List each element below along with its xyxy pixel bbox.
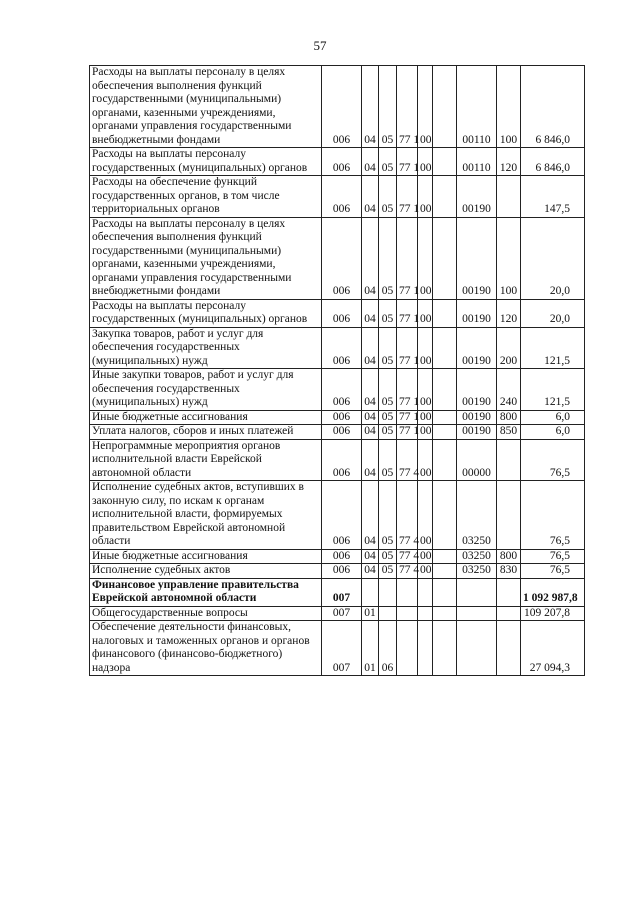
row-section-code: 04 <box>362 369 379 411</box>
row-event-code <box>433 578 457 606</box>
row-section-code: 04 <box>362 410 379 425</box>
row-subprogram-code: 00 <box>418 66 433 148</box>
row-direction-code: 00000 <box>457 439 497 481</box>
row-amount: 6,0 <box>521 410 585 425</box>
row-direction-code: 03250 <box>457 549 497 564</box>
row-name: Закупка товаров, работ и услуг для обеспечения государственных (муниципальных) нужд <box>90 327 322 369</box>
row-section-code: 04 <box>362 148 379 176</box>
row-direction-code: 00110 <box>457 148 497 176</box>
row-amount: 20,0 <box>521 299 585 327</box>
row-direction-code <box>457 606 497 621</box>
row-ministry-code: 007 <box>322 606 362 621</box>
row-subprogram-code: 00 <box>418 369 433 411</box>
row-event-code <box>433 410 457 425</box>
row-ministry-code: 006 <box>322 217 362 299</box>
row-subsection-code: 05 <box>379 148 397 176</box>
row-amount: 76,5 <box>521 439 585 481</box>
row-program-code: 77 1 <box>397 425 418 440</box>
row-event-code <box>433 148 457 176</box>
row-event-code <box>433 369 457 411</box>
row-section-code: 04 <box>362 176 379 218</box>
row-subsection-code <box>379 606 397 621</box>
row-name: Непрограммные мероприятия органов исполнительной власти Еврейской автономной области <box>90 439 322 481</box>
row-amount: 76,5 <box>521 549 585 564</box>
row-ministry-code: 006 <box>322 549 362 564</box>
row-subprogram-code: 00 <box>418 148 433 176</box>
row-section-code: 04 <box>362 66 379 148</box>
row-ministry-code: 006 <box>322 66 362 148</box>
row-event-code <box>433 299 457 327</box>
row-amount: 76,5 <box>521 481 585 550</box>
row-section-code: 04 <box>362 425 379 440</box>
row-program-code: 77 1 <box>397 299 418 327</box>
row-expense-type-code: 240 <box>497 369 521 411</box>
row-subsection-code: 05 <box>379 410 397 425</box>
row-ministry-code: 006 <box>322 439 362 481</box>
row-subprogram-code: 00 <box>418 176 433 218</box>
row-subsection-code: 05 <box>379 481 397 550</box>
row-section-code: 04 <box>362 217 379 299</box>
row-expense-type-code <box>497 481 521 550</box>
row-amount: 27 094,3 <box>521 621 585 676</box>
row-subsection-code: 05 <box>379 369 397 411</box>
row-program-code: 77 4 <box>397 439 418 481</box>
row-subprogram-code: 00 <box>418 425 433 440</box>
row-event-code <box>433 621 457 676</box>
row-name: Общегосударственные вопросы <box>90 606 322 621</box>
row-ministry-code: 007 <box>322 578 362 606</box>
row-event-code <box>433 217 457 299</box>
row-amount: 20,0 <box>521 217 585 299</box>
row-subprogram-code <box>418 621 433 676</box>
row-name: Расходы на выплаты персоналу государственных (муниципальных) органов <box>90 299 322 327</box>
row-event-code <box>433 606 457 621</box>
row-subsection-code: 05 <box>379 439 397 481</box>
page-number: 57 <box>313 38 327 53</box>
row-amount: 121,5 <box>521 369 585 411</box>
row-subprogram-code <box>418 578 433 606</box>
row-expense-type-code: 200 <box>497 327 521 369</box>
row-subprogram-code: 00 <box>418 327 433 369</box>
row-direction-code <box>457 578 497 606</box>
row-subprogram-code: 00 <box>418 439 433 481</box>
row-subsection-code: 05 <box>379 549 397 564</box>
row-section-code: 04 <box>362 549 379 564</box>
table-body <box>90 66 585 676</box>
row-direction-code: 00190 <box>457 299 497 327</box>
row-program-code: 77 1 <box>397 176 418 218</box>
row-name: Финансовое управление правительства Еврейской автономной области <box>90 578 322 606</box>
table-row <box>90 564 585 579</box>
row-section-code: 01 <box>362 621 379 676</box>
row-name: Иные закупки товаров, работ и услуг для обеспечения государственных (муниципальных) нужд <box>90 369 322 411</box>
row-ministry-code: 006 <box>322 369 362 411</box>
row-ministry-code: 006 <box>322 410 362 425</box>
row-section-code <box>362 578 379 606</box>
row-program-code: 77 1 <box>397 327 418 369</box>
row-event-code <box>433 66 457 148</box>
row-subprogram-code: 00 <box>418 217 433 299</box>
row-direction-code: 00190 <box>457 176 497 218</box>
row-section-code: 04 <box>362 564 379 579</box>
table-row <box>90 410 585 425</box>
row-expense-type-code <box>497 176 521 218</box>
row-subsection-code <box>379 578 397 606</box>
row-name: Уплата налогов, сборов и иных платежей <box>90 425 322 440</box>
row-amount: 109 207,8 <box>521 606 585 621</box>
row-program-code <box>397 606 418 621</box>
row-direction-code: 00190 <box>457 425 497 440</box>
row-program-code <box>397 621 418 676</box>
table-row <box>90 549 585 564</box>
row-amount: 1 092 987,8 <box>521 578 585 606</box>
table-row <box>90 369 585 411</box>
row-ministry-code: 006 <box>322 327 362 369</box>
row-section-code: 01 <box>362 606 379 621</box>
row-direction-code: 00190 <box>457 410 497 425</box>
row-ministry-code: 006 <box>322 299 362 327</box>
row-amount: 76,5 <box>521 564 585 579</box>
row-subsection-code: 06 <box>379 621 397 676</box>
table-row <box>90 66 585 148</box>
row-event-code <box>433 549 457 564</box>
table-row <box>90 621 585 676</box>
row-subprogram-code: 00 <box>418 549 433 564</box>
budget-table <box>89 65 585 676</box>
row-amount: 147,5 <box>521 176 585 218</box>
row-event-code <box>433 327 457 369</box>
row-program-code <box>397 578 418 606</box>
row-subsection-code: 05 <box>379 425 397 440</box>
row-name: Расходы на выплаты персоналу государственных (муниципальных) органов <box>90 148 322 176</box>
row-event-code <box>433 481 457 550</box>
row-amount: 6,0 <box>521 425 585 440</box>
row-direction-code: 03250 <box>457 564 497 579</box>
row-subprogram-code: 00 <box>418 481 433 550</box>
row-name: Расходы на выплаты персоналу в целях обеспечения выполнения функций государственными (муниципальными) органами, казенными учреждениями, органами управления государственными внебюджетными фондами <box>90 217 322 299</box>
table-row <box>90 217 585 299</box>
row-direction-code: 00190 <box>457 327 497 369</box>
row-subprogram-code: 00 <box>418 410 433 425</box>
table-row <box>90 425 585 440</box>
table-row <box>90 578 585 606</box>
row-event-code <box>433 425 457 440</box>
row-subprogram-code <box>418 606 433 621</box>
row-amount: 121,5 <box>521 327 585 369</box>
row-expense-type-code: 120 <box>497 148 521 176</box>
row-name: Обеспечение деятельности финансовых, налоговых и таможенных органов и органов финансового (финансово-бюджетного) надзора <box>90 621 322 676</box>
row-section-code: 04 <box>362 327 379 369</box>
row-expense-type-code <box>497 578 521 606</box>
row-subsection-code: 05 <box>379 176 397 218</box>
row-name: Исполнение судебных актов, вступивших в законную силу, по искам к органам исполнительной власти, формируемых правительством Еврейской автономной области <box>90 481 322 550</box>
row-ministry-code: 006 <box>322 176 362 218</box>
row-program-code: 77 1 <box>397 217 418 299</box>
row-direction-code: 00110 <box>457 66 497 148</box>
row-event-code <box>433 176 457 218</box>
row-name: Расходы на выплаты персоналу в целях обеспечения выполнения функций государственными (муниципальными) органами, казенными учреждениями, органами управления государственными внебюджетными фондами <box>90 66 322 148</box>
row-ministry-code: 006 <box>322 564 362 579</box>
table-row <box>90 606 585 621</box>
table-row <box>90 481 585 550</box>
row-name: Иные бюджетные ассигнования <box>90 549 322 564</box>
table-row <box>90 176 585 218</box>
row-expense-type-code: 120 <box>497 299 521 327</box>
table-row <box>90 299 585 327</box>
row-program-code: 77 1 <box>397 369 418 411</box>
row-section-code: 04 <box>362 299 379 327</box>
row-expense-type-code: 830 <box>497 564 521 579</box>
row-ministry-code: 006 <box>322 148 362 176</box>
row-subprogram-code: 00 <box>418 564 433 579</box>
row-expense-type-code <box>497 439 521 481</box>
row-expense-type-code: 800 <box>497 410 521 425</box>
row-subsection-code: 05 <box>379 66 397 148</box>
row-subprogram-code: 00 <box>418 299 433 327</box>
row-program-code: 77 4 <box>397 549 418 564</box>
row-name: Иные бюджетные ассигнования <box>90 410 322 425</box>
row-expense-type-code <box>497 606 521 621</box>
row-program-code: 77 1 <box>397 410 418 425</box>
row-program-code: 77 4 <box>397 564 418 579</box>
row-name: Исполнение судебных актов <box>90 564 322 579</box>
table-row <box>90 327 585 369</box>
row-expense-type-code <box>497 621 521 676</box>
row-amount: 6 846,0 <box>521 148 585 176</box>
row-expense-type-code: 800 <box>497 549 521 564</box>
row-direction-code <box>457 621 497 676</box>
row-name: Расходы на обеспечение функций государственных органов, в том числе территориальных органов <box>90 176 322 218</box>
table-row <box>90 439 585 481</box>
row-subsection-code: 05 <box>379 299 397 327</box>
row-ministry-code: 006 <box>322 481 362 550</box>
row-expense-type-code: 100 <box>497 66 521 148</box>
row-ministry-code: 007 <box>322 621 362 676</box>
row-direction-code: 00190 <box>457 369 497 411</box>
row-ministry-code: 006 <box>322 425 362 440</box>
table-row <box>90 148 585 176</box>
row-subsection-code: 05 <box>379 327 397 369</box>
row-amount: 6 846,0 <box>521 66 585 148</box>
row-section-code: 04 <box>362 439 379 481</box>
row-program-code: 77 4 <box>397 481 418 550</box>
row-expense-type-code: 850 <box>497 425 521 440</box>
row-direction-code: 00190 <box>457 217 497 299</box>
row-section-code: 04 <box>362 481 379 550</box>
row-expense-type-code: 100 <box>497 217 521 299</box>
row-event-code <box>433 439 457 481</box>
row-subsection-code: 05 <box>379 564 397 579</box>
row-program-code: 77 1 <box>397 148 418 176</box>
row-event-code <box>433 564 457 579</box>
row-program-code: 77 1 <box>397 66 418 148</box>
row-subsection-code: 05 <box>379 217 397 299</box>
row-direction-code: 03250 <box>457 481 497 550</box>
